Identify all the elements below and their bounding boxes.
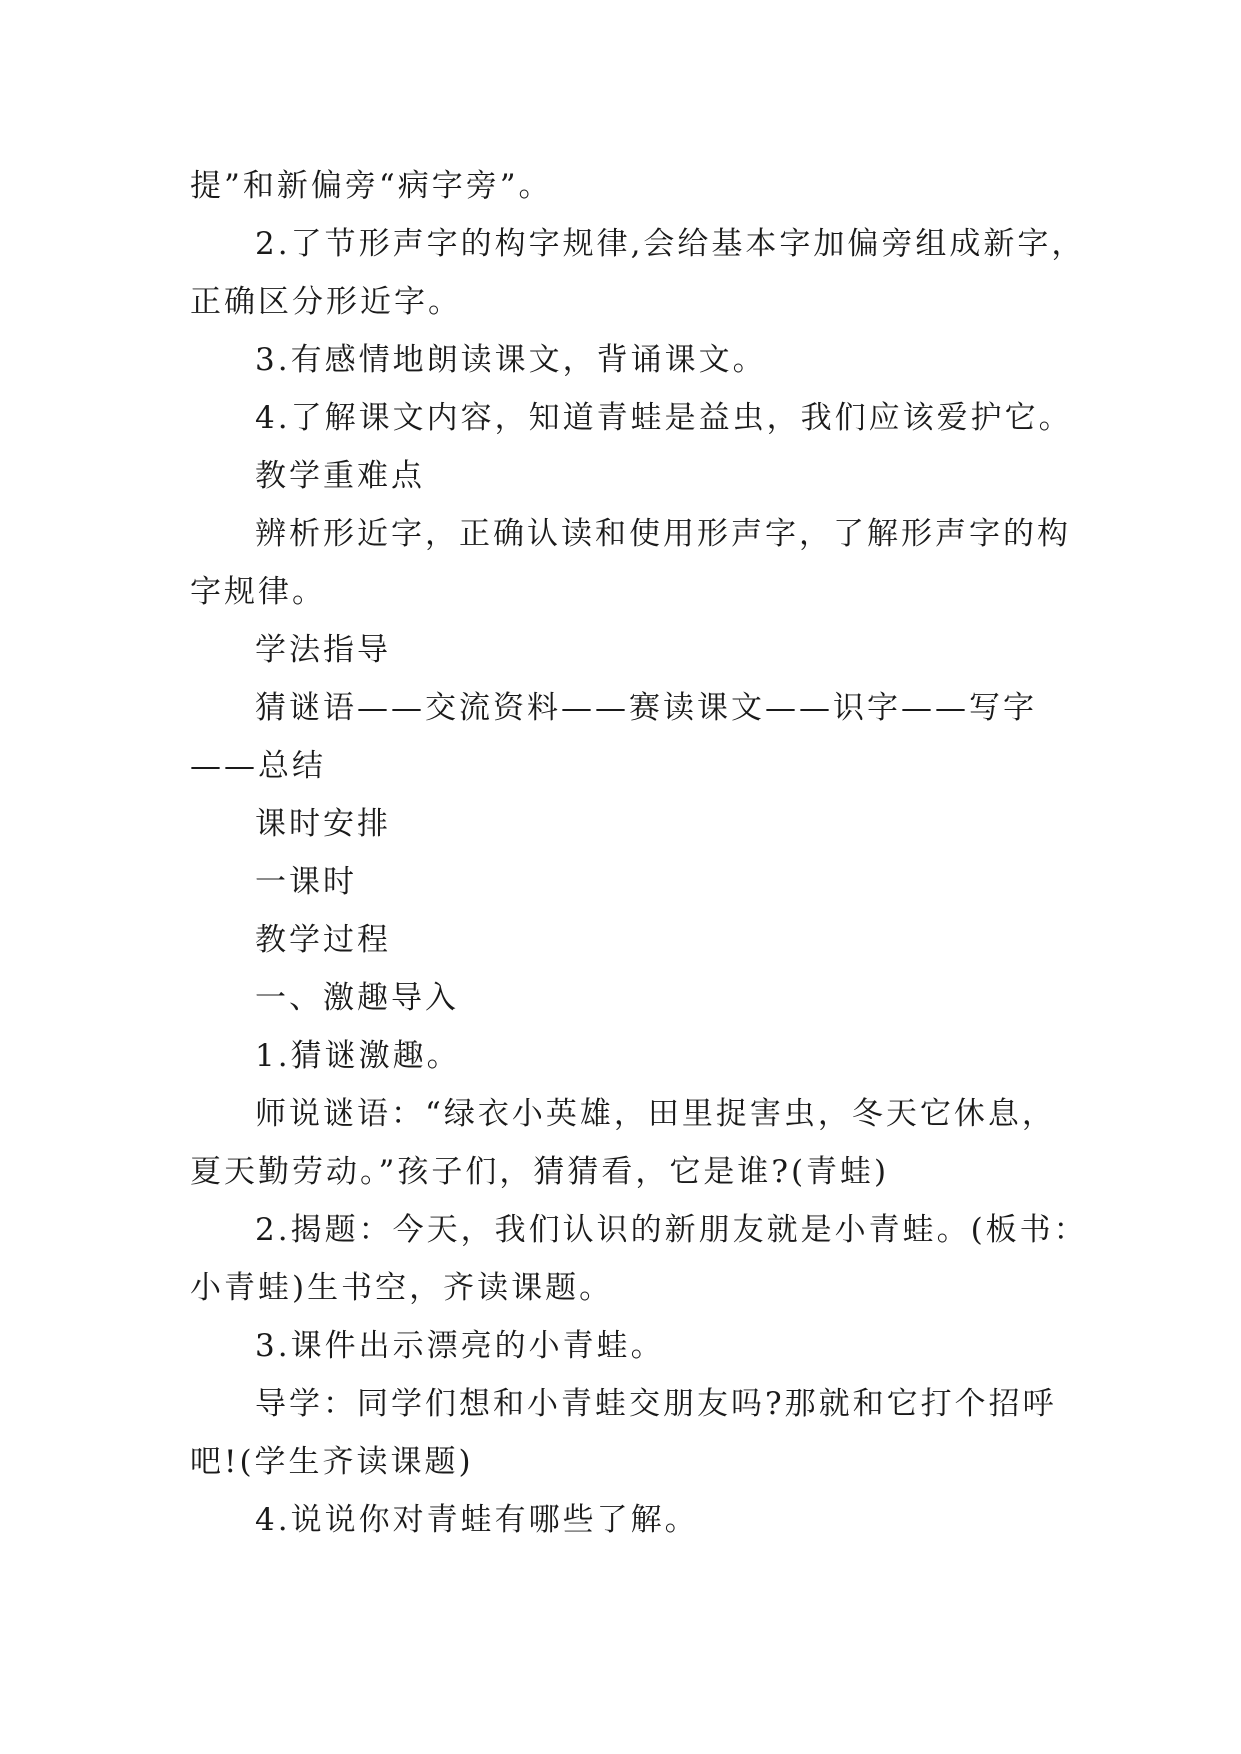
text-line: ——总结	[190, 748, 326, 784]
section-heading: 教学重难点	[255, 458, 425, 494]
text-line: 3.有感情地朗读课文，背诵课文。	[255, 342, 767, 378]
text-line: 2.揭题：今天，我们认识的新朋友就是小青蛙。(板书：	[255, 1212, 1088, 1248]
text-line: 夏天勤劳动。”孩子们，猜猜看，它是谁?(青蛙)	[190, 1154, 890, 1190]
text-line: 3.课件出示漂亮的小青蛙。	[255, 1328, 665, 1364]
text-line: 字规律。	[190, 574, 326, 610]
text-line: 师说谜语：“绿衣小英雄，田里捉害虫，冬天它休息，	[255, 1096, 1056, 1132]
text-line: 1.猜谜激趣。	[255, 1038, 461, 1074]
text-line: 4.了解课文内容，知道青蛙是益虫，我们应该爱护它。	[255, 400, 1073, 436]
section-heading: 学法指导	[255, 632, 391, 668]
section-heading: 一、激趣导入	[255, 980, 459, 1016]
text-line: 2.了节形声字的构字规律,会给基本字加偏旁组成新字，	[255, 226, 1086, 262]
text-line: 提”和新偏旁“病字旁”。	[190, 168, 553, 204]
text-line: 吧!(学生齐读课题)	[190, 1444, 474, 1480]
text-line: 导学：同学们想和小青蛙交朋友吗?那就和它打个招呼	[255, 1386, 1057, 1422]
text-line: 正确区分形近字。	[190, 284, 462, 320]
text-line: 一课时	[255, 864, 357, 900]
section-heading: 教学过程	[255, 922, 391, 958]
section-heading: 课时安排	[255, 806, 391, 842]
text-line: 猜谜语——交流资料——赛读课文——识字——写字	[255, 690, 1037, 726]
text-line: 小青蛙)生书空，齐读课题。	[190, 1270, 614, 1306]
text-line: 辨析形近字，正确认读和使用形声字，了解形声字的构	[255, 516, 1071, 552]
text-line: 4.说说你对青蛙有哪些了解。	[255, 1502, 699, 1538]
